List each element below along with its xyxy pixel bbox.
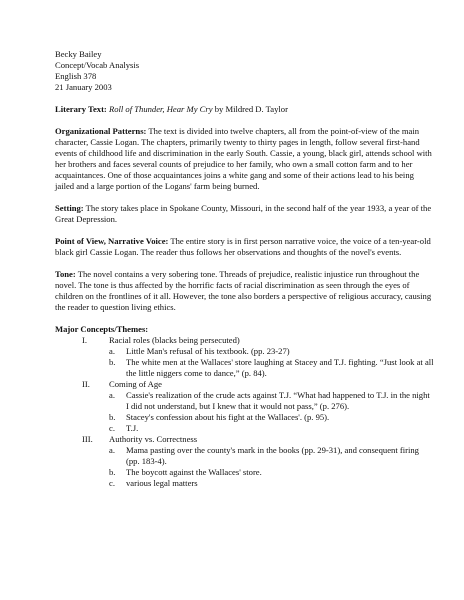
setting-label: Setting: (55, 203, 84, 213)
subpoint (109, 357, 434, 379)
literary-text-label: Literary Text: (55, 104, 107, 114)
tone-section (55, 269, 434, 313)
theme-subpoints (109, 346, 434, 379)
subpoint-letter: b. (109, 357, 116, 367)
subpoint-letter: c. (109, 423, 115, 433)
theme-item (82, 335, 434, 379)
subpoint-letter: a. (109, 445, 115, 455)
theme-subpoints (109, 445, 434, 489)
author-name: Becky Bailey (55, 49, 102, 59)
subpoint-letter: b. (109, 467, 116, 477)
book-title: Roll of Thunder, Hear My Cry (108, 104, 213, 114)
organizational-patterns-text: The text is divided into twelve chapters, all from the point-of-view of the main character, Cassie Logan. The chapters, primarily twenty to thirty pages in length, follow several first-hand events of childhood life and discrimination in the early South. Cassie, a young, black girl, attends school with her brothers and faces several counts of prejudice to her family, who own a small cotton farm and to her acquaintances. One of those acquaintances joins a white gang and some of their actions lead to his being jailed and a large portion of the Logans' farm being burned. (55, 126, 432, 191)
subpoint-text: Mama pasting over the county's mark in the books (pp. 29-31), and consequent firing (pp. 183-4). (126, 445, 419, 466)
literary-text-line (55, 104, 434, 115)
theme-title: Coming of Age (109, 379, 162, 389)
subpoint-text: Cassie's realization of the crude acts against T.J. “What had happened to T.J. in the night I did not understand, but I knew that it would not pass,” (p. 276). (126, 390, 430, 411)
document-header (55, 49, 434, 93)
document-date: 21 January 2003 (55, 82, 112, 92)
setting-section (55, 203, 434, 225)
organizational-patterns-section (55, 126, 434, 192)
course-name: English 378 (55, 71, 97, 81)
subpoint-text: T.J. (126, 423, 139, 433)
theme-title: Racial roles (blacks being persecuted) (109, 335, 240, 345)
subpoint (109, 478, 434, 489)
theme-item (82, 434, 434, 489)
subpoint-text: The boycott against the Wallaces' store. (126, 467, 262, 477)
subpoint-letter: b. (109, 412, 116, 422)
tone-label: Tone: (55, 269, 76, 279)
tone-text: The novel contains a very sobering tone. Threads of prejudice, realistic injustice run throughout the novel. The tone is thus affected by the horrific facts of racial discrimination as seen through the eyes of children on the frontlines of it all. However, the tone also borders a perspective of religious accuracy, causing the reader to question living ethics. (55, 269, 432, 312)
subpoint (109, 346, 434, 357)
theme-subpoints (109, 390, 434, 434)
point-of-view-label: Point of View, Narrative Voice: (55, 236, 169, 246)
setting-text: The story takes place in Spokane County, Missouri, in the second half of the year 1933, a year of the Great Depression. (55, 203, 432, 224)
theme-title: Authority vs. Correctness (109, 434, 198, 444)
themes-heading: Major Concepts/Themes: (55, 324, 149, 334)
subpoint-letter: c. (109, 478, 115, 488)
theme-item (82, 379, 434, 434)
theme-number: II. (82, 379, 90, 389)
assignment-title: Concept/Vocab Analysis (55, 60, 140, 70)
subpoint (109, 390, 434, 412)
subpoint (109, 423, 434, 434)
subpoint (109, 412, 434, 423)
organizational-patterns-label: Organizational Patterns: (55, 126, 147, 136)
themes-outline (55, 335, 434, 489)
book-author: by Mildred D. Taylor (214, 104, 288, 114)
subpoint-letter: a. (109, 346, 115, 356)
subpoint-text: Little Man's refusal of his textbook. (pp. 23-27) (126, 346, 290, 356)
subpoint-letter: a. (109, 390, 115, 400)
subpoint-text: various legal matters (126, 478, 198, 488)
theme-number: I. (82, 335, 88, 345)
subpoint (109, 445, 434, 467)
subpoint-text: The white men at the Wallaces' store laughing at Stacey and T.J. fighting. “Just look at all the little niggers come to dance,” (p. 84). (126, 357, 434, 378)
subpoint-text: Stacey's confession about his fight at the Wallaces'. (p. 95). (126, 412, 330, 422)
point-of-view-text: The entire story is in first person narrative voice, the voice of a ten-year-old black girl Cassie Logan. The reader thus follows her observations and thoughts of the novel's events. (55, 236, 431, 257)
subpoint (109, 467, 434, 478)
point-of-view-section (55, 236, 434, 258)
theme-number: III. (82, 434, 93, 444)
